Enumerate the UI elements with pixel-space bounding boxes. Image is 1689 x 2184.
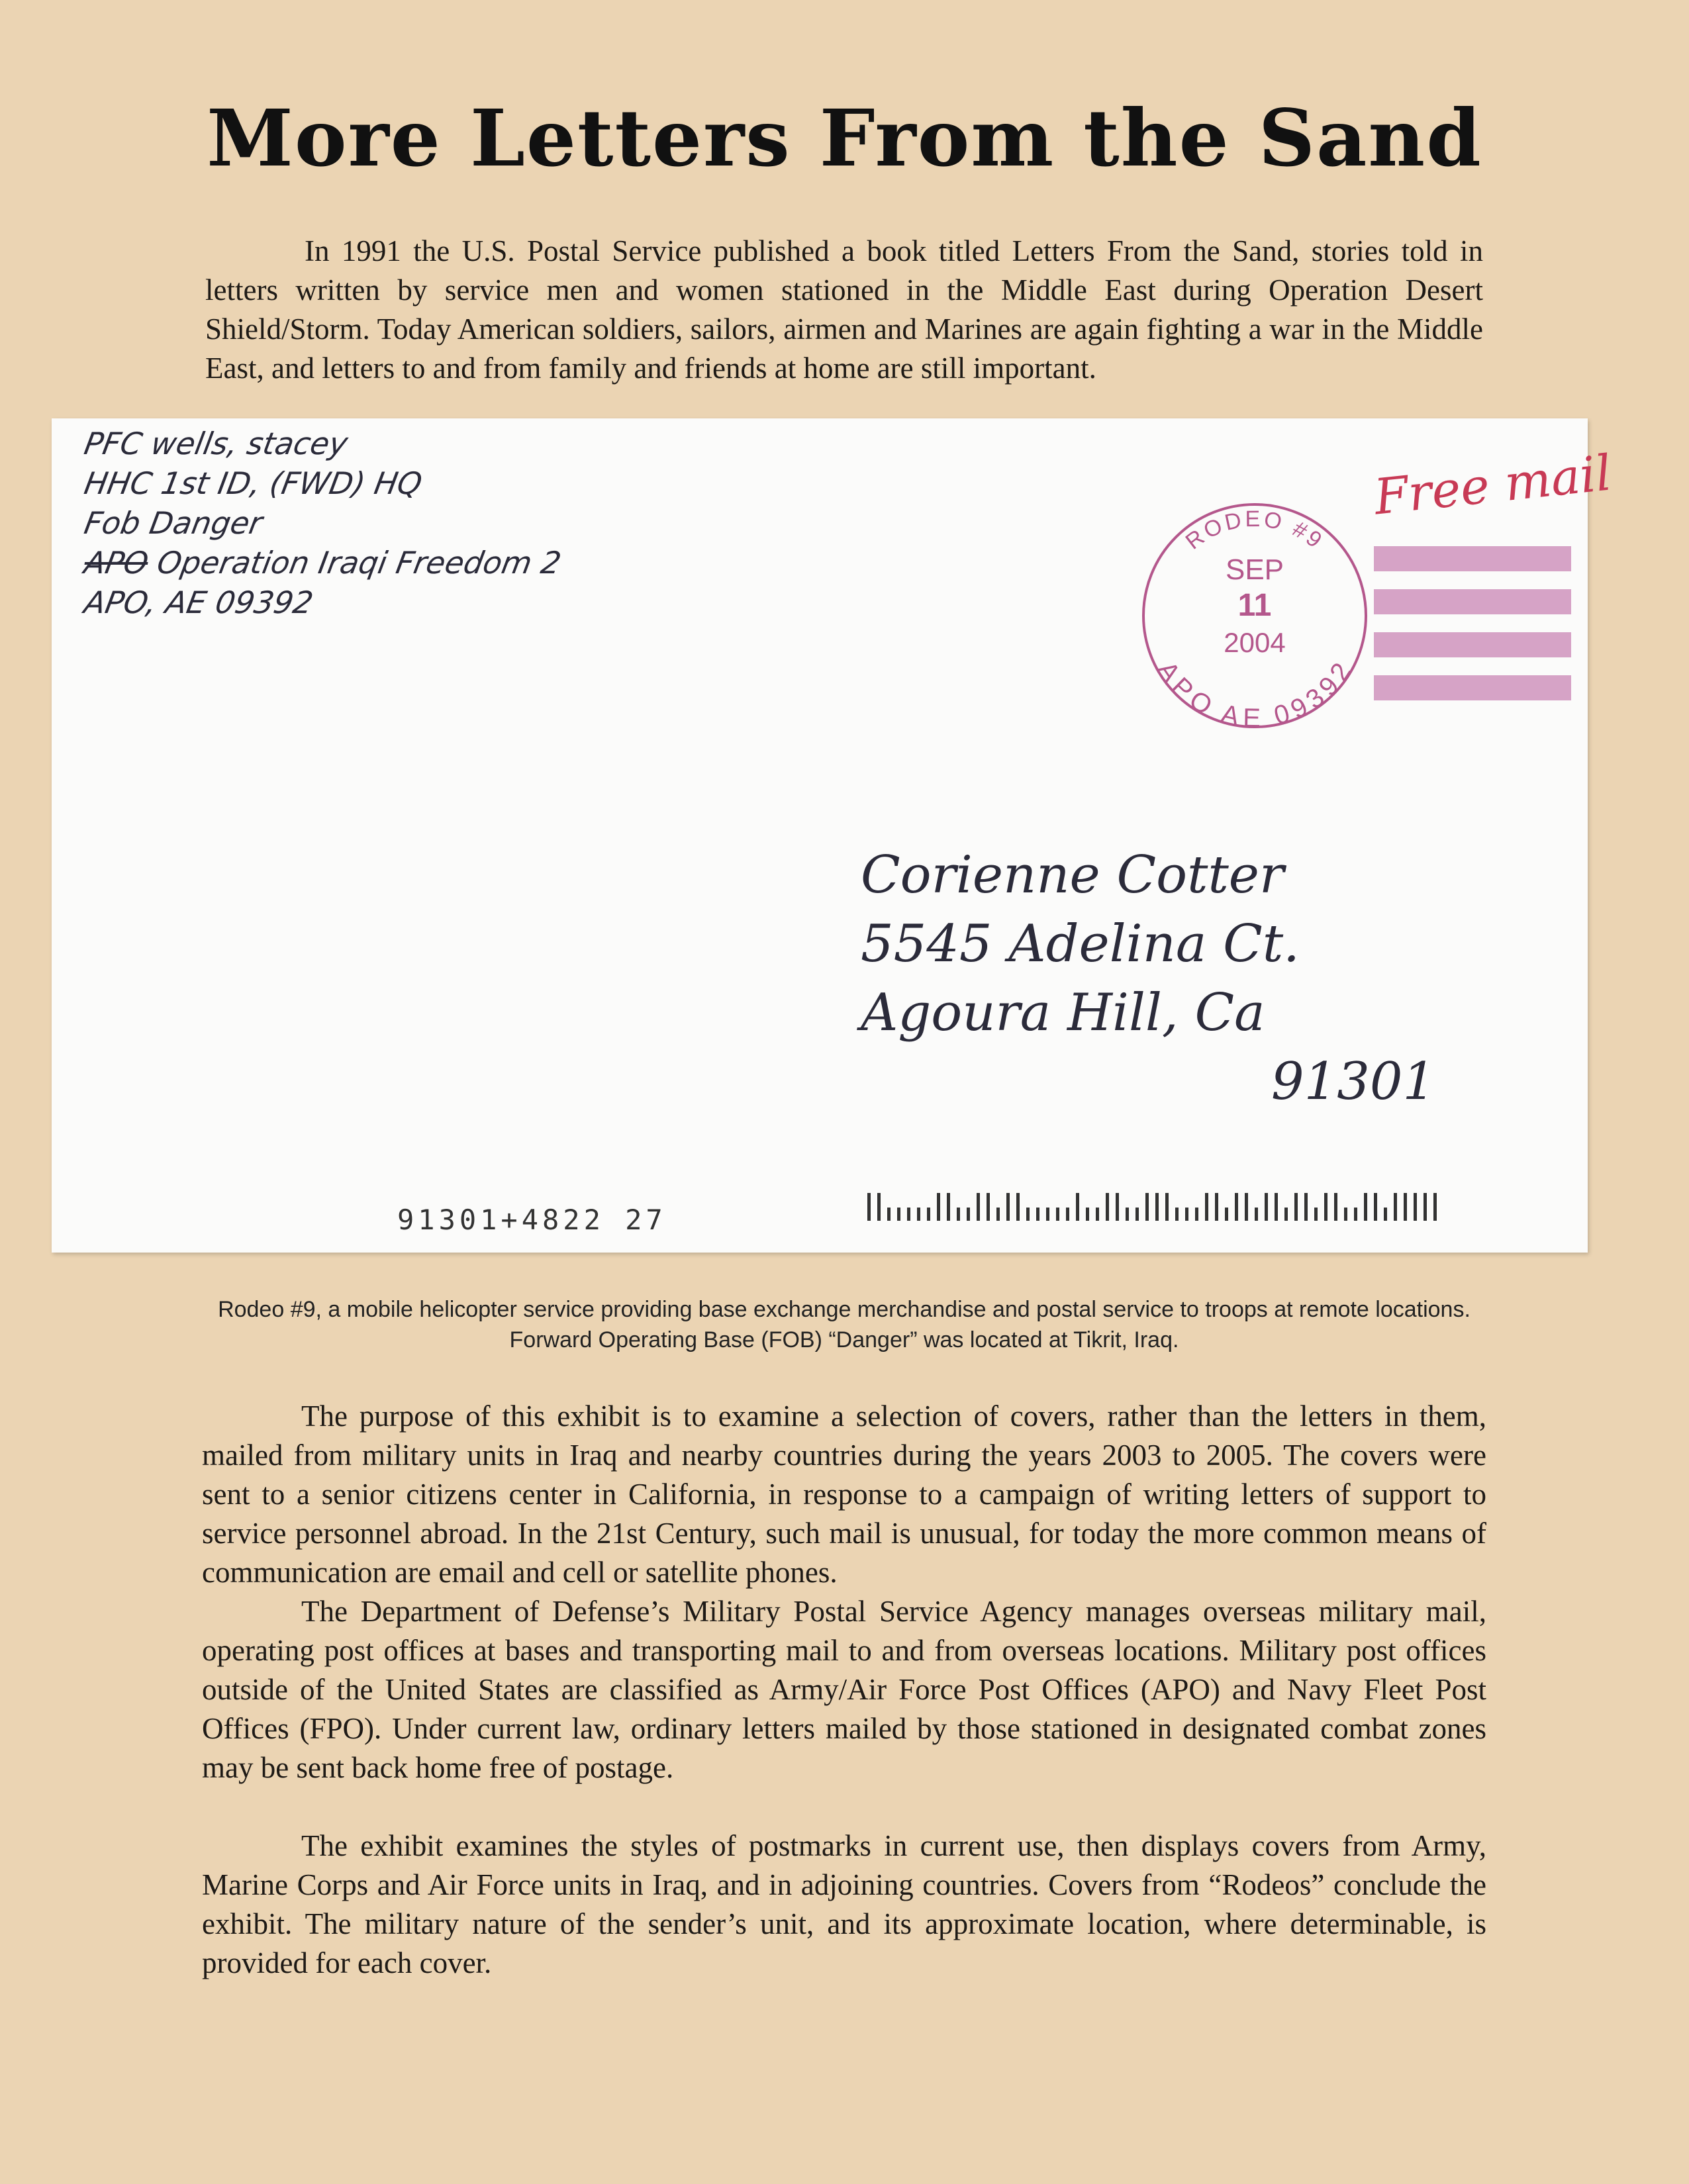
barcode-bar bbox=[1076, 1193, 1079, 1221]
barcode-bar bbox=[1374, 1193, 1377, 1221]
barcode-bar bbox=[937, 1193, 940, 1221]
barcode-bar bbox=[1424, 1193, 1427, 1221]
barcode-bar bbox=[957, 1208, 960, 1221]
barcode-bar bbox=[1205, 1193, 1208, 1221]
barcode-bar bbox=[1265, 1193, 1268, 1221]
sender-line bbox=[81, 543, 564, 583]
barcode-bar bbox=[1126, 1208, 1129, 1221]
barcode-bar bbox=[1314, 1208, 1318, 1221]
barcode-bar bbox=[987, 1193, 990, 1221]
barcode-bar bbox=[1036, 1208, 1039, 1221]
barcode-bar bbox=[1165, 1193, 1169, 1221]
barcode-bar bbox=[1135, 1208, 1139, 1221]
barcode-bar bbox=[996, 1208, 1000, 1221]
intro-text: In 1991 the U.S. Postal Service published a book titled Letters From the Sand, stories told in letters written by service men and women stationed in the Middle East during Operation Desert Shield/Storm. Today American soldiers, sailors, airmen and Marines are again fighting a war in the Middle East, and letters to and from family and friends at home are still important. bbox=[205, 234, 1483, 385]
postmark-top-text: RODEO #9 bbox=[1181, 506, 1329, 555]
barcode-bar bbox=[1215, 1193, 1218, 1221]
barcode-bar bbox=[1294, 1193, 1298, 1221]
barcode-bar bbox=[1344, 1208, 1347, 1221]
barcode-bar bbox=[1414, 1193, 1417, 1221]
body-paragraph: The exhibit examines the styles of postmarks in current use, then displays covers from Army, Marine Corps and Air Force units in Iraq, and in adjoining countries. Covers from “Rodeos” conclude the exhibit. The military nature of the sender’s unit, and its approximate location, where determinable, is provided for each cover. bbox=[202, 1829, 1486, 1979]
barcode-bar bbox=[1106, 1193, 1109, 1221]
barcode-bar bbox=[1096, 1208, 1099, 1221]
cover-caption: Rodeo #9, a mobile helicopter service providing base exchange merchandise and postal service to troops at remote locations. Forward Operating Base (FOB) “Danger” was located at Tikrit, Iraq. bbox=[218, 1297, 1471, 1353]
barcode-bar bbox=[1364, 1193, 1367, 1221]
sender-line: HHC 1st ID, (FWD) HQ bbox=[81, 465, 425, 501]
barcode-bar bbox=[907, 1208, 910, 1221]
sender-line: Fob Danger bbox=[81, 505, 265, 541]
barcode-bar bbox=[1046, 1208, 1049, 1221]
recipient-zip: 91301 bbox=[1271, 1052, 1436, 1112]
barcode-bar bbox=[887, 1208, 891, 1221]
postnet-barcode bbox=[861, 1190, 1457, 1223]
barcode-bar bbox=[1116, 1193, 1119, 1221]
free-mail-marking: Free mail bbox=[1371, 444, 1614, 526]
barcode-bar bbox=[947, 1193, 950, 1221]
recipient-line: Corienne Cotter bbox=[861, 845, 1284, 905]
barcode-bar bbox=[1195, 1208, 1198, 1221]
sender-address bbox=[81, 424, 564, 622]
body-paragraph: The purpose of this exhibit is to examine a selection of covers, rather than the letters in them, mailed from military units in Iraq and nearby countries during the years 2003 to 2005. The covers were sent to a senior citizens center in California, in response to a campaign of writing letters of support to service personnel abroad. In the 21st Century, such mail is unusual, for today the more common means of communication are email and cell or satellite phones. bbox=[202, 1400, 1486, 1589]
barcode-bar bbox=[877, 1193, 881, 1221]
barcode-bar bbox=[1334, 1193, 1337, 1221]
barcode-bar bbox=[1284, 1208, 1288, 1221]
postmark-month: SEP bbox=[1225, 553, 1284, 586]
barcode-bar bbox=[1016, 1193, 1020, 1221]
barcode-bar bbox=[1086, 1208, 1089, 1221]
page-title: More Letters From the Sand bbox=[207, 92, 1482, 184]
barcode-bar bbox=[1175, 1208, 1179, 1221]
barcode-digits: 91301+4822 27 bbox=[397, 1204, 667, 1236]
barcode-bar bbox=[977, 1193, 980, 1221]
barcode-bar bbox=[1384, 1208, 1387, 1221]
barcode-bar bbox=[1026, 1208, 1030, 1221]
struck-word: APO bbox=[81, 545, 152, 581]
barcode-bar bbox=[1255, 1208, 1258, 1221]
cancellation-bars bbox=[1374, 546, 1571, 700]
barcode-bar bbox=[1235, 1193, 1238, 1221]
barcode-bar bbox=[867, 1193, 871, 1221]
barcode-bar bbox=[1145, 1193, 1149, 1221]
postmark bbox=[1129, 490, 1592, 741]
postmark-day: 11 bbox=[1237, 588, 1272, 623]
barcode-bar bbox=[967, 1208, 970, 1221]
recipient-address bbox=[861, 841, 1435, 1116]
body-paragraph: The Department of Defense’s Military Postal Service Agency manages overseas military mail, operating post offices at bases and transporting mail to and from overseas locations. Military post offices outside of the United States are classified as Army/Air Force Post Offices (APO) and Navy Fleet Post Offices (FPO). Under current law, ordinary letters mailed by those stationed in designated combat zones may be sent back home free of postage. bbox=[202, 1595, 1486, 1784]
barcode-bar bbox=[1433, 1193, 1437, 1221]
barcode-bar bbox=[917, 1208, 920, 1221]
barcode-bar bbox=[1304, 1193, 1308, 1221]
intro-paragraph bbox=[205, 232, 1483, 388]
recipient-line: 5545 Adelina Ct. bbox=[861, 914, 1300, 974]
barcode-bar bbox=[1354, 1208, 1357, 1221]
postmark-year: 2004 bbox=[1224, 627, 1286, 658]
barcode-bar bbox=[1066, 1208, 1069, 1221]
exhibit-description bbox=[202, 1397, 1486, 1983]
sender-line-text: Operation Iraqi Freedom 2 bbox=[154, 545, 564, 581]
barcode-bar bbox=[1225, 1208, 1228, 1221]
barcode-bar bbox=[1394, 1193, 1397, 1221]
sender-line: PFC wells, stacey bbox=[81, 426, 351, 461]
postmark-bottom-text: APO AE 09392 bbox=[1151, 656, 1358, 734]
sender-line: APO, AE 09392 bbox=[81, 585, 316, 620]
barcode-bar bbox=[1006, 1193, 1010, 1221]
barcode-bar bbox=[1404, 1193, 1407, 1221]
barcode-bar bbox=[1056, 1208, 1059, 1221]
barcode-bar bbox=[1155, 1193, 1159, 1221]
barcode-bar bbox=[1324, 1193, 1327, 1221]
barcode-bar bbox=[1245, 1193, 1248, 1221]
barcode-bar bbox=[927, 1208, 930, 1221]
recipient-line: Agoura Hill, Ca bbox=[861, 983, 1265, 1043]
barcode-bar bbox=[1185, 1208, 1188, 1221]
barcode-bar bbox=[897, 1208, 900, 1221]
barcode-bar bbox=[1275, 1193, 1278, 1221]
